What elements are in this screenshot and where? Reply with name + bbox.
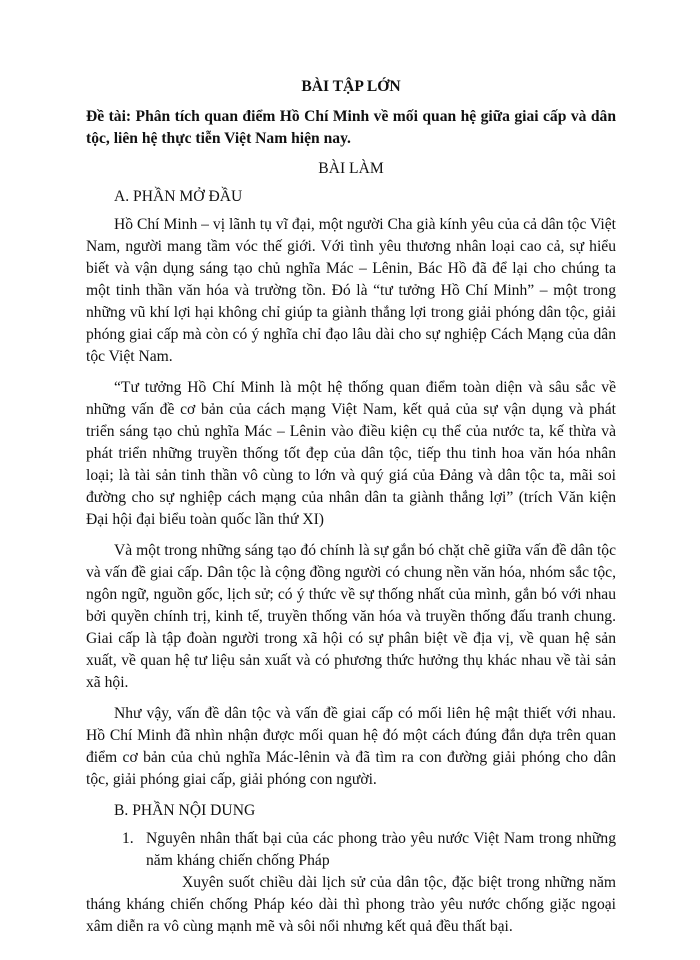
subsection-1-heading	[86, 828, 616, 872]
document-topic: Đề tài: Phân tích quan điểm Hồ Chí Minh về mối quan hệ giữa giai cấp và dân tộc, liên hệ thực tiễn Việt Nam hiện nay.	[86, 108, 616, 147]
section-a-paragraph-4: Như vậy, vấn đề dân tộc và vấn đề giai cấp có mối liên hệ mật thiết với nhau. Hồ Chí Minh đã nhìn nhận được mối quan hệ đó một cách đúng đắn dựa trên quan điểm cơ bản của chủ nghĩa Mác-lênin và đã tìm ra con đường giải phóng cho dân tộc, giải phóng giai cấp, giải phóng con người.	[86, 705, 616, 788]
section-a-paragraph-1: Hồ Chí Minh – vị lãnh tụ vĩ đại, một người Cha già kính yêu của cả dân tộc Việt Nam, người mang tầm vóc thế giới. Với tình yêu thương nhân loại cao cả, sự hiểu biết và vận dụng sáng tạo chủ nghĩa Mác – Lênin, Bác Hồ đã để lại cho chúng ta một tinh thần văn hóa và trường tồn. Đó là “tư tưởng Hồ Chí Minh” – một trong những vũ khí lợi hại không chỉ giúp ta giành thắng lợi trong giải phóng dân tộc, giải phóng giai cấp mà còn có ý nghĩa chỉ đạo lâu dài cho sự nghiệp Cách Mạng của dân tộc Việt Nam.	[86, 216, 616, 365]
section-a-paragraph-3: Và một trong những sáng tạo đó chính là sự gắn bó chặt chẽ giữa vấn đề dân tộc và vấn đề giai cấp. Dân tộc là cộng đồng người có chung nền văn hóa, nhóm sắc tộc, ngôn ngữ, nguồn gốc, lịch sử; có ý thức về sự thống nhất của mình, gắn bó với nhau bởi quyền chính trị, kinh tế, truyền thống văn hóa và truyền thống đấu tranh chung. Giai cấp là tập đoàn người trong xã hội có sự phân biệt về địa vị, về quan hệ sản xuất, về quan hệ tư liệu sản xuất và có phương thức hưởng thụ khác nhau về tài sản xã hội.	[86, 542, 616, 691]
document-page	[86, 76, 616, 938]
section-a-paragraph-2: “Tư tưởng Hồ Chí Minh là một hệ thống quan điểm toàn diện và sâu sắc về những vấn đề cơ bản của cách mạng Việt Nam, kết quả của sự vận dụng và phát triển sáng tạo chủ nghĩa Mác – Lênin vào điều kiện cụ thể của nước ta, kế thừa và phát triển những truyền thống tốt đẹp của dân tộc, tiếp thu tinh hoa văn hóa nhân loại; là tài sản tinh thần vô cùng to lớn và quý giá của Đảng và dân tộc ta, mãi soi đường cho sự nghiệp cách mạng của nhân dân ta giành thắng lợi” (trích Văn kiện Đại hội đại biểu toàn quốc lần thứ XI)	[86, 379, 616, 528]
section-b-heading: B. PHẦN NỘI DUNG	[114, 802, 256, 819]
subsection-1-paragraph: Xuyên suốt chiều dài lịch sử của dân tộc, đặc biệt trong những năm tháng kháng chiến chống Pháp kéo dài thì phong trào yêu nước chống giặc ngoại xâm diễn ra vô cùng mạnh mẽ và sôi nổi nhưng kết quả đều thất bại.	[86, 874, 616, 935]
section-a-heading: A. PHẦN MỞ ĐẦU	[114, 188, 243, 205]
subsection-1-number: 1.	[122, 830, 134, 847]
document-title: BÀI TẬP LỚN	[301, 78, 401, 95]
subsection-1-title: Nguyên nhân thất bại của các phong trào yêu nước Việt Nam trong những năm kháng chiến chống Pháp	[146, 830, 616, 869]
work-title: BÀI LÀM	[318, 160, 384, 177]
